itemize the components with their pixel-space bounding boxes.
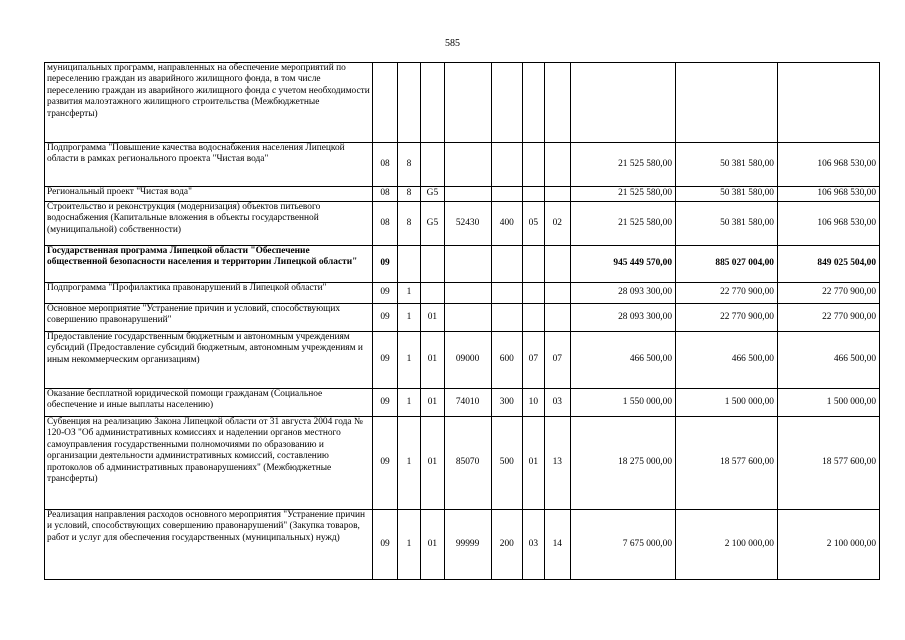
code-expense-type: 400 <box>491 202 523 246</box>
amount-year-2: 22 770 900,00 <box>676 304 778 332</box>
budget-table <box>44 62 880 580</box>
amount-year-3: 2 100 000,00 <box>777 510 879 580</box>
code-subsection <box>544 283 571 304</box>
table-row <box>45 510 880 580</box>
table-row <box>45 246 880 283</box>
row-name: Подпрограмма "Повышение качества водоснабжения населения Липецкой области в рамках регионального проекта "Чистая вода" <box>45 143 373 187</box>
amount-year-1: 21 525 580,00 <box>571 202 676 246</box>
table-row <box>45 332 880 389</box>
code-activity: 01 <box>421 332 444 389</box>
code-activity: G5 <box>421 202 444 246</box>
table-row <box>45 389 880 417</box>
code-subsection <box>544 63 571 143</box>
code-expense-type <box>491 63 523 143</box>
code-expense-type: 500 <box>491 417 523 510</box>
code-program: 09 <box>373 246 397 283</box>
row-name: Реализация направления расходов основного мероприятия "Устранение причин и условий, способствующих совершению правонарушений" (Закупка товаров, работ и услуг для обеспечения государственных (муниципальных) нужд) <box>45 510 373 580</box>
row-name: Государственная программа Липецкой области "Обеспечение общественной безопасности населения и территории Липецкой области" <box>45 246 373 283</box>
row-name: Региональный проект "Чистая вода" <box>45 187 373 202</box>
code-expense-type <box>491 304 523 332</box>
budget-table-body <box>45 63 880 580</box>
amount-year-3: 466 500,00 <box>777 332 879 389</box>
code-program: 09 <box>373 283 397 304</box>
code-section: 07 <box>523 332 544 389</box>
code-section: 03 <box>523 510 544 580</box>
code-section <box>523 304 544 332</box>
table-row <box>45 63 880 143</box>
code-program <box>373 63 397 143</box>
table-row <box>45 304 880 332</box>
row-name: Строительство и реконструкция (модернизация) объектов питьевого водоснабжения (Капитальные вложения в объекты государственной (муниципальной) собственности) <box>45 202 373 246</box>
code-program: 08 <box>373 187 397 202</box>
code-activity: 01 <box>421 510 444 580</box>
code-section: 05 <box>523 202 544 246</box>
code-activity: 01 <box>421 389 444 417</box>
code-direction <box>444 304 491 332</box>
code-section: 01 <box>523 417 544 510</box>
code-direction: 74010 <box>444 389 491 417</box>
code-program: 08 <box>373 202 397 246</box>
amount-year-1: 945 449 570,00 <box>571 246 676 283</box>
code-subprogram: 1 <box>397 417 420 510</box>
amount-year-3: 1 500 000,00 <box>777 389 879 417</box>
code-subprogram <box>397 246 420 283</box>
code-program: 09 <box>373 332 397 389</box>
amount-year-3: 18 577 600,00 <box>777 417 879 510</box>
code-direction: 52430 <box>444 202 491 246</box>
row-name: Субвенция на реализацию Закона Липецкой области от 31 августа 2004 года № 120-ОЗ "Об административных комиссиях и наделении органов местного самоуправления государственными полномочиями по образованию и организации деятельности административных комиссий, составлению протоколов об административных правонарушениях" (Межбюджетные трансферты) <box>45 417 373 510</box>
amount-year-1: 18 275 000,00 <box>571 417 676 510</box>
amount-year-3: 106 968 530,00 <box>777 143 879 187</box>
code-activity <box>421 283 444 304</box>
code-direction <box>444 283 491 304</box>
code-program: 09 <box>373 304 397 332</box>
amount-year-1: 21 525 580,00 <box>571 143 676 187</box>
code-section <box>523 246 544 283</box>
code-direction <box>444 63 491 143</box>
code-expense-type: 600 <box>491 332 523 389</box>
code-subsection <box>544 246 571 283</box>
code-subprogram: 1 <box>397 389 420 417</box>
code-expense-type <box>491 187 523 202</box>
page-number: 585 <box>445 38 460 49</box>
amount-year-3: 849 025 504,00 <box>777 246 879 283</box>
code-subprogram: 8 <box>397 187 420 202</box>
table-row <box>45 202 880 246</box>
code-subprogram: 8 <box>397 202 420 246</box>
code-activity <box>421 246 444 283</box>
code-subprogram: 1 <box>397 283 420 304</box>
amount-year-3: 106 968 530,00 <box>777 187 879 202</box>
code-subsection <box>544 143 571 187</box>
code-expense-type <box>491 143 523 187</box>
amount-year-1: 28 093 300,00 <box>571 304 676 332</box>
amount-year-1: 28 093 300,00 <box>571 283 676 304</box>
code-subprogram: 1 <box>397 510 420 580</box>
amount-year-1: 466 500,00 <box>571 332 676 389</box>
amount-year-3 <box>777 63 879 143</box>
code-expense-type <box>491 246 523 283</box>
code-section <box>523 283 544 304</box>
table-row <box>45 417 880 510</box>
table-row <box>45 283 880 304</box>
amount-year-2: 885 027 004,00 <box>676 246 778 283</box>
amount-year-1: 7 675 000,00 <box>571 510 676 580</box>
code-direction: 99999 <box>444 510 491 580</box>
code-subprogram: 1 <box>397 332 420 389</box>
code-subprogram: 1 <box>397 304 420 332</box>
code-activity: 01 <box>421 417 444 510</box>
code-section <box>523 63 544 143</box>
amount-year-3: 22 770 900,00 <box>777 283 879 304</box>
code-subsection: 14 <box>544 510 571 580</box>
code-direction <box>444 187 491 202</box>
code-section <box>523 187 544 202</box>
amount-year-2: 466 500,00 <box>676 332 778 389</box>
code-section <box>523 143 544 187</box>
code-program: 09 <box>373 417 397 510</box>
row-name: Оказание бесплатной юридической помощи гражданам (Социальное обеспечение и иные выплаты населению) <box>45 389 373 417</box>
code-activity: 01 <box>421 304 444 332</box>
code-subsection: 03 <box>544 389 571 417</box>
code-program: 09 <box>373 510 397 580</box>
table-row <box>45 143 880 187</box>
amount-year-2: 50 381 580,00 <box>676 202 778 246</box>
code-direction: 85070 <box>444 417 491 510</box>
amount-year-2: 18 577 600,00 <box>676 417 778 510</box>
table-row <box>45 187 880 202</box>
amount-year-1 <box>571 63 676 143</box>
amount-year-2: 2 100 000,00 <box>676 510 778 580</box>
code-subsection: 02 <box>544 202 571 246</box>
code-expense-type: 300 <box>491 389 523 417</box>
code-direction: 09000 <box>444 332 491 389</box>
code-subsection: 07 <box>544 332 571 389</box>
code-activity <box>421 143 444 187</box>
code-activity <box>421 63 444 143</box>
amount-year-2: 22 770 900,00 <box>676 283 778 304</box>
code-activity: G5 <box>421 187 444 202</box>
row-name: Подпрограмма "Профилактика правонарушений в Липецкой области" <box>45 283 373 304</box>
amount-year-1: 1 550 000,00 <box>571 389 676 417</box>
amount-year-2: 1 500 000,00 <box>676 389 778 417</box>
code-direction <box>444 143 491 187</box>
code-program: 09 <box>373 389 397 417</box>
code-direction <box>444 246 491 283</box>
amount-year-2: 50 381 580,00 <box>676 187 778 202</box>
code-subprogram <box>397 63 420 143</box>
code-subsection <box>544 304 571 332</box>
code-subprogram: 8 <box>397 143 420 187</box>
code-expense-type: 200 <box>491 510 523 580</box>
amount-year-3: 106 968 530,00 <box>777 202 879 246</box>
code-subsection: 13 <box>544 417 571 510</box>
code-section: 10 <box>523 389 544 417</box>
row-name: Предоставление государственным бюджетным и автономным учреждениям субсидий (Предоставление субсидий бюджетным, автономным учреждениям и иным некоммерческим организациям) <box>45 332 373 389</box>
amount-year-3: 22 770 900,00 <box>777 304 879 332</box>
row-name: муниципальных программ, направленных на обеспечение мероприятий по переселению граждан из аварийного жилищного фонда, в том числе переселению граждан из аварийного жилищного фонда с учетом необходимости развития малоэтажного жилищного строительства (Межбюджетные трансферты) <box>45 63 373 143</box>
amount-year-2 <box>676 63 778 143</box>
amount-year-2: 50 381 580,00 <box>676 143 778 187</box>
row-name: Основное мероприятие "Устранение причин и условий, способствующих совершению правонарушений" <box>45 304 373 332</box>
code-subsection <box>544 187 571 202</box>
code-program: 08 <box>373 143 397 187</box>
amount-year-1: 21 525 580,00 <box>571 187 676 202</box>
code-expense-type <box>491 283 523 304</box>
